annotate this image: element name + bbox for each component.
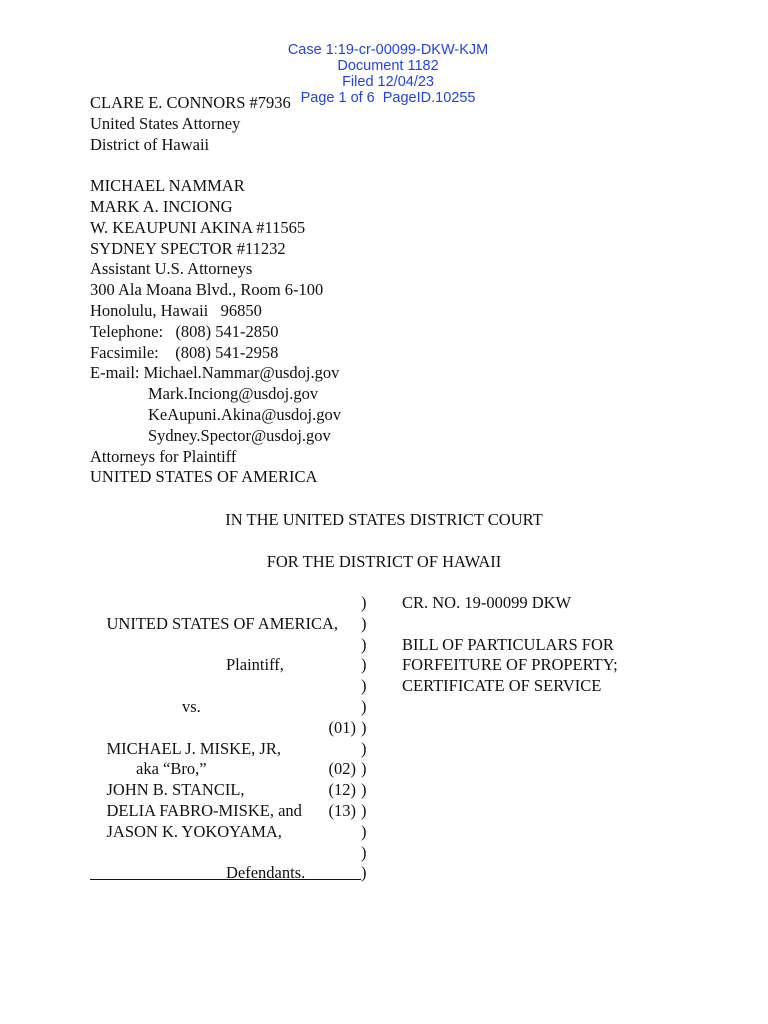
caption-row [90,800,370,841]
counsel-block [90,93,341,488]
caption-row [90,593,370,633]
spacer [402,614,618,635]
counsel-line: SYDNEY SPECTOR #11232 [90,238,286,258]
criminal-number: CR. NO. 19-00099 DKW [402,593,572,612]
defendant-name: DELIA FABRO-MISKE, and [106,800,302,820]
paren: ) [361,717,367,737]
paren: ) [361,800,367,820]
paren: ) [361,696,367,716]
paren: ) [361,655,367,675]
email-line: KeAupuni.Akina@usdoj.gov [148,404,342,424]
caption-rule [90,879,361,880]
versus: vs. [182,696,201,716]
paren: ) [361,842,367,862]
caption-row [90,634,370,675]
caption-row [90,842,370,883]
paren: ) [361,634,367,654]
court-district: FOR THE DISTRICT OF HAWAII [266,552,502,571]
counsel-line: Assistant U.S. Attorneys [90,259,253,279]
defendant-aka: aka “Bro,” [136,759,207,779]
defendants-role: Defendants. [226,863,306,883]
plaintiff-name: UNITED STATES OF AMERICA, [106,613,339,633]
defendant-number: (02) [328,759,356,779]
case-number: Case 1:19-cr-00099-DKW-KJM [287,42,489,58]
counsel-line: Facsimile: (808) 541-2958 [90,342,279,362]
caption-row [90,676,370,716]
defendant-name: JOHN B. STANCIL, [106,780,245,800]
counsel-line: CLARE E. CONNORS #7936 [90,93,291,112]
caption-row [90,863,370,884]
case-caption [90,593,370,884]
defendant-number: (13) [328,800,356,820]
document-title: CERTIFICATE OF SERVICE [402,676,602,696]
paren: ) [361,676,367,696]
caption-row [90,614,370,635]
paren: ) [361,738,367,758]
defendant-name: MICHAEL J. MISKE, JR, [106,738,281,758]
caption-row [90,697,370,718]
counsel-line: Honolulu, Hawaii 96850 [90,300,262,320]
counsel-line: W. KEAUPUNI AKINA #11565 [90,217,306,237]
paren: ) [361,821,367,841]
page-indicator: Page 1 of 6 [300,90,375,106]
court-title: IN THE UNITED STATES DISTRICT COURT [225,510,543,529]
document-title: BILL OF PARTICULARS FOR [402,634,614,654]
defendant-name: JASON K. YOKOYAMA, [106,821,282,841]
counsel-line: Telephone: (808) 541-2850 [90,321,279,341]
caption-row [90,655,370,676]
email-line: Mark.Inciong@usdoj.gov [148,384,319,404]
counsel-line: MARK A. INCIONG [90,196,233,216]
spacer [90,155,341,176]
counsel-line: United States Attorney [90,113,241,133]
caption-row [90,717,370,758]
document-number: Document 1182 [337,58,439,74]
filed-date: Filed 12/04/23 [342,74,434,90]
defendant-number: (01) [328,717,356,737]
counsel-line: Attorneys for Plaintiff [90,446,237,466]
defendant-number: (12) [328,780,356,800]
page-id: PageID.10255 [382,90,476,106]
counsel-line: MICHAEL NAMMAR [90,176,245,196]
paren: ) [361,863,367,883]
email-line: Sydney.Spector@usdoj.gov [148,425,331,445]
paren: ) [361,759,367,779]
counsel-line: UNITED STATES OF AMERICA [90,467,318,487]
plaintiff-role: Plaintiff, [226,655,284,675]
counsel-line: E-mail: Michael.Nammar@usdoj.gov [90,363,340,383]
document-title: FORFEITURE OF PROPERTY; [402,655,618,675]
paren: ) [361,780,367,800]
paren: ) [361,613,367,633]
paren: ) [361,593,367,612]
case-info [402,593,618,697]
counsel-line: 300 Ala Moana Blvd., Room 6-100 [90,280,324,300]
counsel-line: District of Hawaii [90,134,210,154]
caption-row [90,822,370,843]
